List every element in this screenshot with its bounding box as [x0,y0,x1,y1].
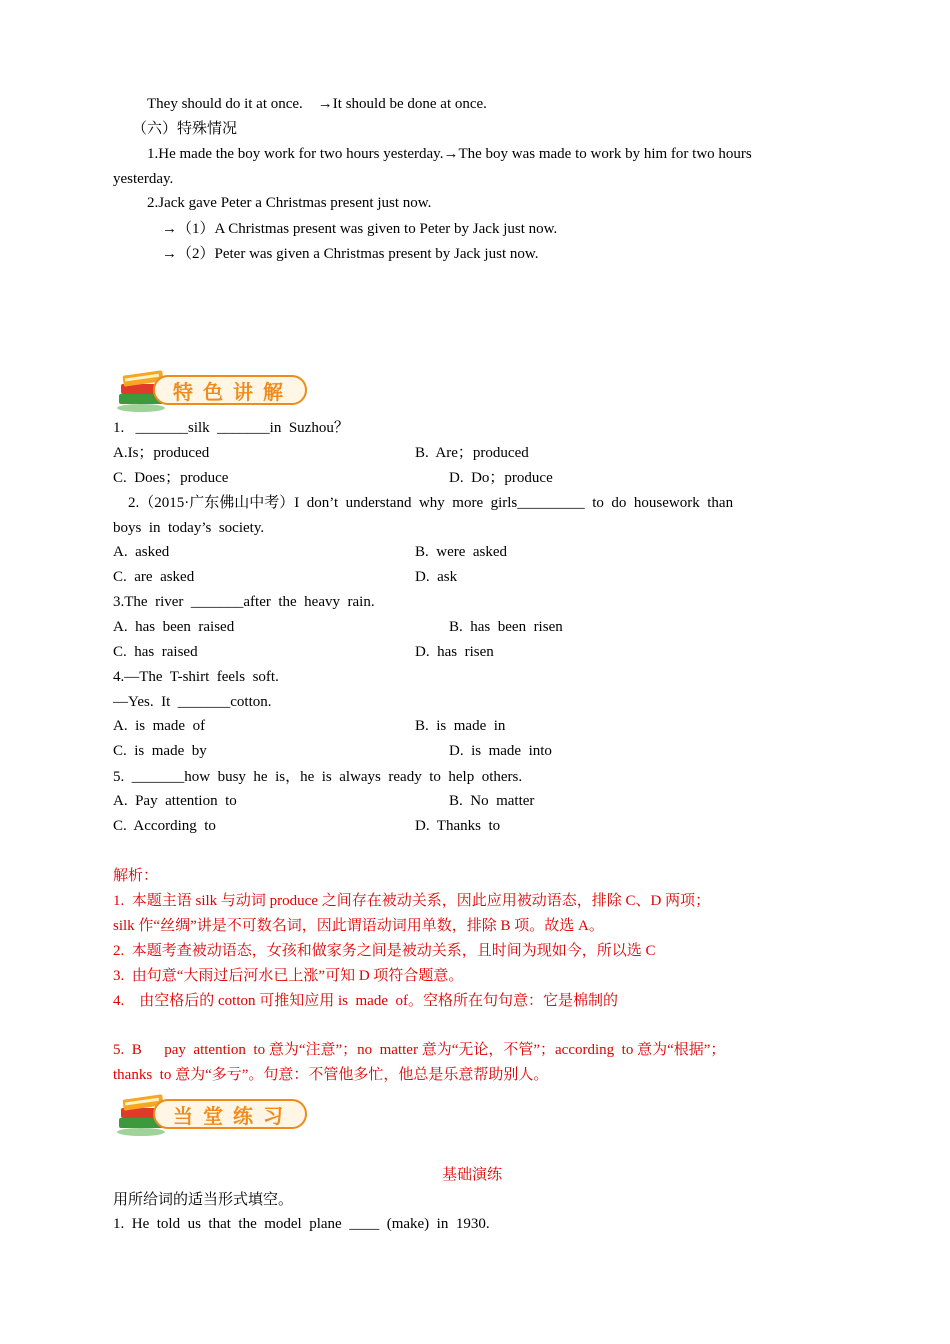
exercise-question-1: 1. He told us that the model plane ____ (make) in 1930. [113,1216,490,1232]
question-1: 1. _______silk _______in Suzhou？ [113,420,349,436]
q1-option-b: B. Are；produced [415,445,529,461]
question-3: 3.The river _______after the heavy rain. [113,594,375,610]
example-1-line-2: yesterday. [113,171,174,187]
example-2-transform-1: →（1）A Christmas present was given to Peter by Jack just now. [162,221,558,237]
section-banner-featured [113,364,313,414]
analysis-1-line-2: silk 作“丝绸”讲是不可数名词，因此谓语动词用单数，排除 B 项。故选 A。 [113,918,604,934]
analysis-2: 2. 本题考查被动语态，女孩和做家务之间是被动关系，且时间为现如今，所以选 C [113,943,656,959]
q4-option-c: C. is made by [113,743,207,759]
analysis-5-line-2: thanks to 意为“多亏”。句意：不管他多忙，他总是乐意帮助别人。 [113,1067,549,1083]
q3-option-b: B. has been risen [449,619,563,635]
section-heading-special-cases: （六）特殊情况 [132,121,238,137]
analysis-4: 4. 由空格后的 cotton 可推知应用 is made of。空格所在句句意：它是棉制的 [113,993,618,1009]
q5-option-a: A. Pay attention to [113,793,237,809]
banner-title: 当堂练习 [173,1104,293,1128]
analysis-heading: 解析： [113,868,159,884]
analysis-3: 3. 由句意“大雨过后河水已上涨”可知 D 项符合题意。 [113,968,464,984]
q3-option-c: C. has raised [113,644,198,660]
question-4-line-2: —Yes. It _______cotton. [113,694,272,710]
example-2-transform-2: →（2）Peter was given a Christmas present by Jack just now. [162,246,539,262]
analysis-1-line-1: 1. 本题主语 silk 与动词 produce 之间存在被动关系，因此应用被动语态，排除 C、D 两项； [113,893,711,909]
q3-option-a: A. has been raised [113,619,235,635]
example-1-line-1: 1.He made the boy work for two hours yesterday.→The boy was made to work by him for two hours [147,146,752,162]
section-banner-practice [113,1088,313,1138]
exercise-instruction: 用所给词的适当形式填空。 [113,1192,294,1208]
q5-option-b: B. No matter [449,793,535,809]
question-5: 5. _______how busy he is，he is always ready to help others. [113,769,523,785]
exercise-heading: 基础演练 [442,1167,503,1183]
q4-option-d: D. is made into [449,743,552,759]
q1-option-a: A.Is；produced [113,445,210,461]
banner-title: 特色讲解 [173,380,293,404]
q4-option-b: B. is made in [415,718,506,734]
q5-option-c: C. According to [113,818,216,834]
q2-option-b: B. were asked [415,544,508,560]
question-2-line-2: boys in today’s society. [113,520,265,536]
example-active-passive: They should do it at once. →It should be done at once. [147,96,487,112]
question-2-line-1: 2.（2015·广东佛山中考）I don’t understand why more girls_________ to do housework than [128,495,734,511]
q1-option-d: D. Do；produce [449,470,553,486]
q2-option-a: A. asked [113,544,170,560]
q2-option-c: C. are asked [113,569,195,585]
analysis-5-line-1: 5. B pay attention to 意为“注意”；no matter 意为“无论，不管”；according to 意为“根据”； [113,1042,726,1058]
q5-option-d: D. Thanks to [415,818,501,834]
example-2: 2.Jack gave Peter a Christmas present just now. [147,195,432,211]
q4-option-a: A. is made of [113,718,206,734]
q3-option-d: D. has risen [415,644,494,660]
q2-option-d: D. ask [415,569,458,585]
q1-option-c: C. Does；produce [113,470,229,486]
question-4-line-1: 4.—The T-shirt feels soft. [113,669,279,685]
